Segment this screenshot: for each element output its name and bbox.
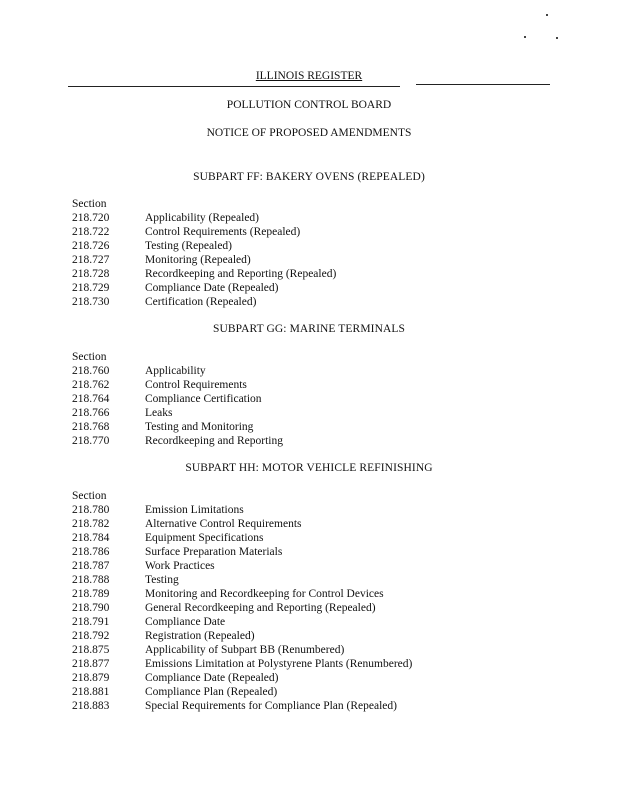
section-row — [0, 407, 618, 421]
section-number: 218.768 — [72, 421, 110, 433]
section-title: Certification (Repealed) — [145, 296, 257, 308]
header-rule-right — [416, 84, 550, 85]
subpart-hh-section-label: Section — [72, 490, 107, 502]
section-row — [0, 532, 618, 546]
section-title: Control Requirements — [145, 379, 247, 391]
section-row — [0, 282, 618, 296]
section-title: Emissions Limitation at Polystyrene Plants (Renumbered) — [145, 658, 413, 670]
section-number: 218.792 — [72, 630, 110, 642]
section-number: 218.788 — [72, 574, 110, 586]
subpart-gg-heading: SUBPART GG: MARINE TERMINALS — [213, 323, 405, 335]
section-title: Compliance Date — [145, 616, 226, 628]
section-title: Monitoring and Recordkeeping for Control Devices — [145, 588, 384, 600]
register-title: ILLINOIS REGISTER — [255, 70, 363, 82]
section-title: Testing (Repealed) — [145, 240, 233, 252]
section-title: Applicability (Repealed) — [145, 212, 260, 224]
section-number: 218.766 — [72, 407, 110, 419]
section-row — [0, 686, 618, 700]
section-row — [0, 574, 618, 588]
section-number: 218.727 — [72, 254, 110, 266]
section-row — [0, 268, 618, 282]
section-number: 218.720 — [72, 212, 110, 224]
section-number: 218.760 — [72, 365, 110, 377]
section-title: Leaks — [145, 407, 173, 419]
section-number: 218.786 — [72, 546, 110, 558]
scan-speck — [546, 14, 548, 16]
board-title: POLLUTION CONTROL BOARD — [226, 99, 392, 111]
section-row — [0, 254, 618, 268]
section-title: Equipment Specifications — [145, 532, 264, 544]
subpart-gg-section-label: Section — [72, 351, 107, 363]
section-title: Work Practices — [145, 560, 215, 572]
section-row — [0, 616, 618, 630]
section-row — [0, 379, 618, 393]
section-number: 218.764 — [72, 393, 110, 405]
section-number: 218.787 — [72, 560, 110, 572]
section-number: 218.790 — [72, 602, 110, 614]
section-title: Special Requirements for Compliance Plan (Repealed) — [145, 700, 397, 712]
section-title: Compliance Plan (Repealed) — [145, 686, 278, 698]
section-row — [0, 588, 618, 602]
section-title: Testing — [145, 574, 179, 586]
section-row — [0, 546, 618, 560]
section-number: 218.881 — [72, 686, 110, 698]
section-row — [0, 226, 618, 240]
section-number: 218.784 — [72, 532, 110, 544]
section-row — [0, 296, 618, 310]
scan-speck — [556, 37, 558, 39]
notice-title: NOTICE OF PROPOSED AMENDMENTS — [206, 127, 412, 139]
section-number: 218.877 — [72, 658, 110, 670]
subpart-hh-heading: SUBPART HH: MOTOR VEHICLE REFINISHING — [185, 462, 433, 474]
section-title: Control Requirements (Repealed) — [145, 226, 301, 238]
section-title: Registration (Repealed) — [145, 630, 255, 642]
section-number: 218.722 — [72, 226, 110, 238]
section-row — [0, 700, 618, 714]
section-number: 218.726 — [72, 240, 110, 252]
section-row — [0, 421, 618, 435]
section-number: 218.883 — [72, 700, 110, 712]
section-number: 218.791 — [72, 616, 110, 628]
section-row — [0, 240, 618, 254]
section-title: Compliance Date (Repealed) — [145, 282, 279, 294]
section-title: Surface Preparation Materials — [145, 546, 283, 558]
section-title: Compliance Date (Repealed) — [145, 672, 279, 684]
section-row — [0, 672, 618, 686]
section-row — [0, 518, 618, 532]
section-row — [0, 435, 618, 449]
section-title: Compliance Certification — [145, 393, 262, 405]
section-title: Recordkeeping and Reporting — [145, 435, 283, 447]
section-row — [0, 602, 618, 616]
section-number: 218.780 — [72, 504, 110, 516]
section-number: 218.782 — [72, 518, 110, 530]
section-number: 218.789 — [72, 588, 110, 600]
section-title: Testing and Monitoring — [145, 421, 254, 433]
scan-speck — [524, 36, 526, 38]
section-title: Applicability of Subpart BB (Renumbered) — [145, 644, 345, 656]
section-row — [0, 365, 618, 379]
section-number: 218.762 — [72, 379, 110, 391]
subpart-ff-heading: SUBPART FF: BAKERY OVENS (REPEALED) — [193, 171, 425, 183]
section-row — [0, 644, 618, 658]
section-title: Recordkeeping and Reporting (Repealed) — [145, 268, 337, 280]
section-title: General Recordkeeping and Reporting (Repealed) — [145, 602, 376, 614]
section-row — [0, 630, 618, 644]
section-row — [0, 658, 618, 672]
section-number: 218.875 — [72, 644, 110, 656]
section-number: 218.879 — [72, 672, 110, 684]
section-title: Applicability — [145, 365, 206, 377]
section-title: Alternative Control Requirements — [145, 518, 302, 530]
header-rule-left — [68, 86, 400, 87]
section-number: 218.770 — [72, 435, 110, 447]
section-row — [0, 504, 618, 518]
section-row — [0, 560, 618, 574]
section-number: 218.730 — [72, 296, 110, 308]
section-row — [0, 393, 618, 407]
section-number: 218.729 — [72, 282, 110, 294]
section-title: Emission Limitations — [145, 504, 244, 516]
section-row — [0, 212, 618, 226]
section-title: Monitoring (Repealed) — [145, 254, 251, 266]
subpart-ff-section-label: Section — [72, 198, 107, 210]
section-number: 218.728 — [72, 268, 110, 280]
